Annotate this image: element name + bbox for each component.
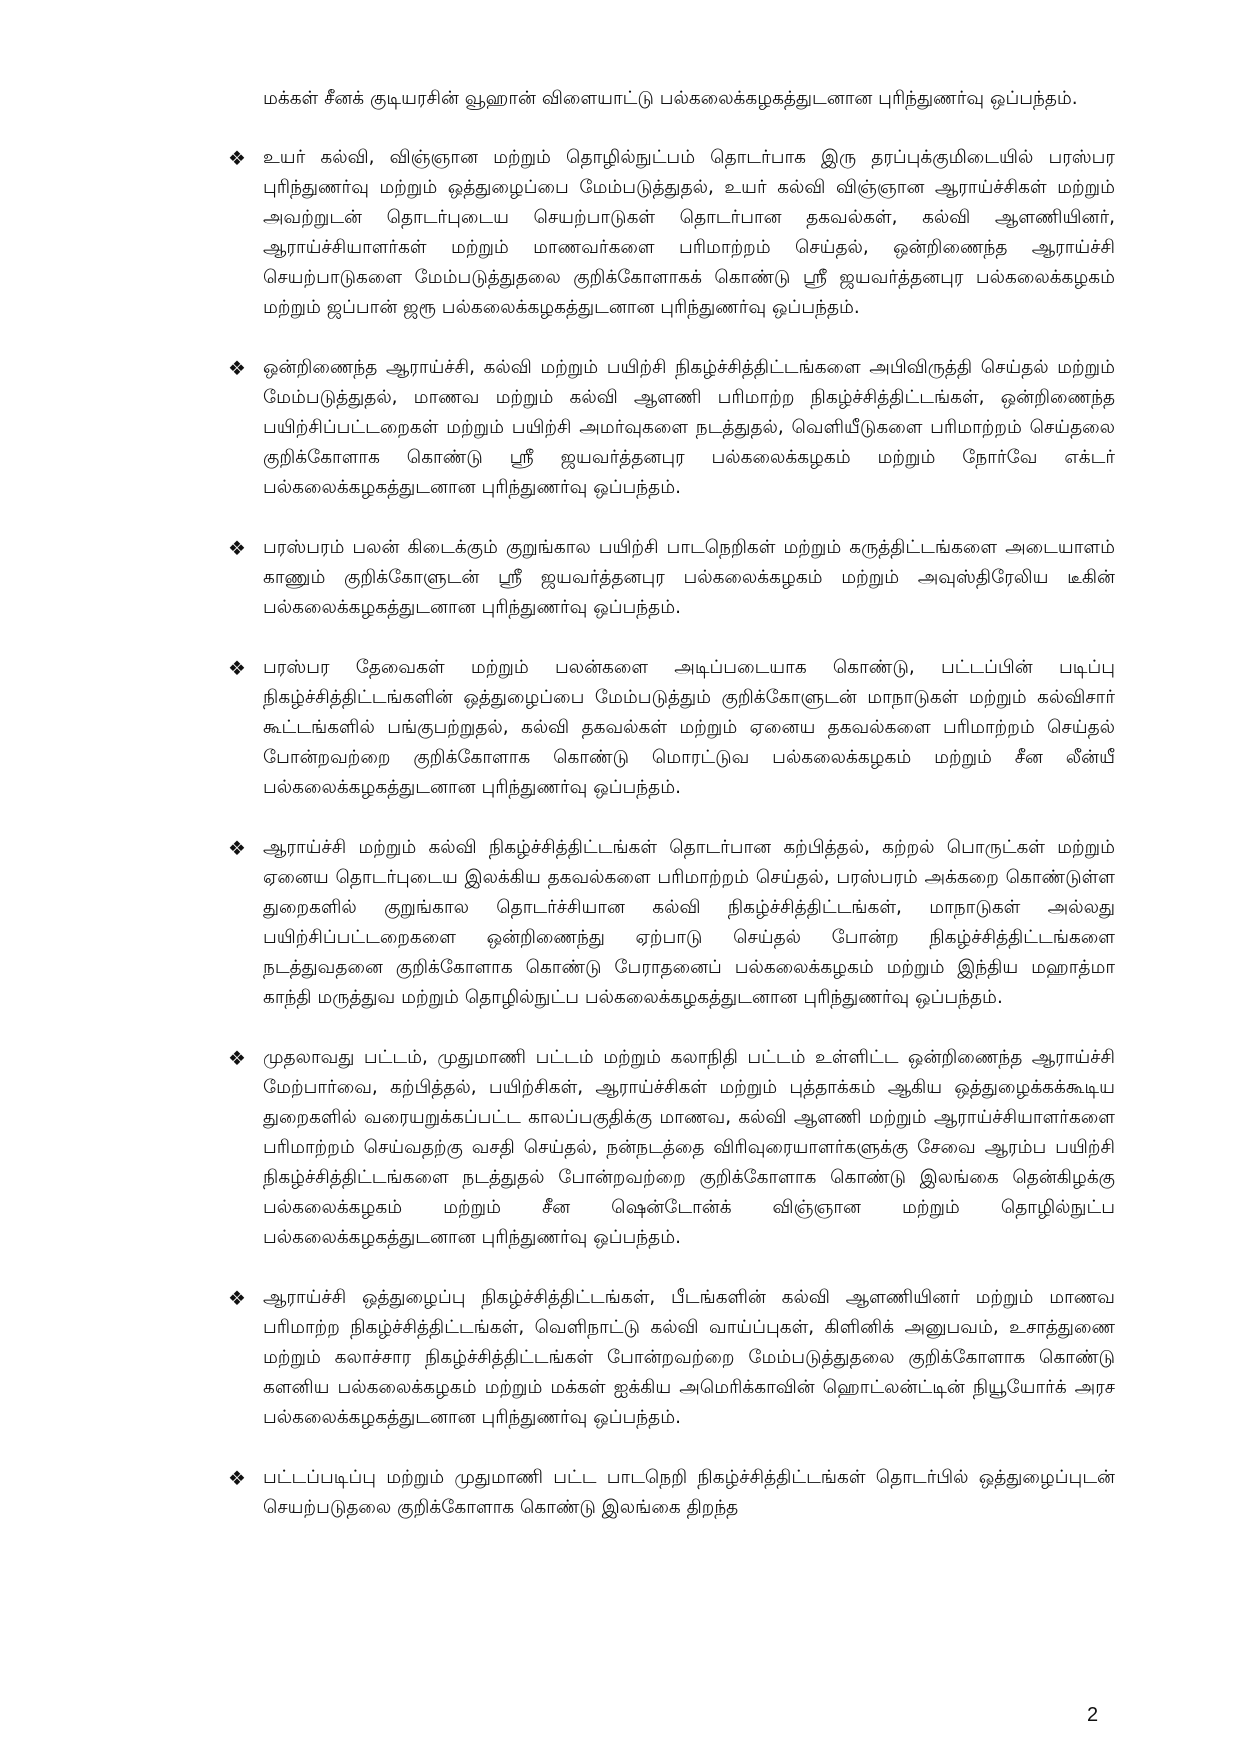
list-item-text: உயர் கல்வி, விஞ்ஞான மற்றும் தொழில்நுட்பம் தொடர்பாக இரு தரப்புக்குமிடையில் பரஸ்பர புரிந்துணர்வு மற்றும் ஒத்துழைப்பை மேம்படுத்துதல், உயர் கல்வி விஞ்ஞான ஆராய்ச்சிகள் மற்றும் அவற்றுடன் தொடர்புடைய செயற்பாடுகள் தொடர்பான தகவல்கள், கல்வி ஆளணியினர், ஆராய்ச்சியாளர்கள் மற்றும் மாணவர்களை பரிமாற்றம் செய்தல், ஒன்றிணைந்த ஆராய்ச்சி செயற்பாடுகளை மேம்படுத்துதலை குறிக்கோளாகக் கொண்டு ஸ்ரீ ஜயவர்த்தனபுர பல்கலைக்கழகம் மற்றும் ஜப்பான் ஜரூ பல்கலைக்கழகத்துடனான புரிந்துணர்வு ஒப்பந்தம். — [263, 147, 1115, 318]
list-item-text: ஒன்றிணைந்த ஆராய்ச்சி, கல்வி மற்றும் பயிற்சி நிகழ்ச்சித்திட்டங்களை அபிவிருத்தி செய்தல் மற்றும் மேம்படுத்துதல், மாணவ மற்றும் கல்வி ஆளணி பரிமாற்ற நிகழ்ச்சித்திட்டங்கள், ஒன்றிணைந்த பயிற்சிப்பட்டறைகள் மற்றும் பயிற்சி அமர்வுகளை நடத்துதல், வெளியீடுகளை பரிமாற்றம் செய்தலை குறிக்கோளாக கொண்டு ஸ்ரீ ஜயவர்த்தனபுர பல்கலைக்கழகம் மற்றும் நோர்வே எக்டர் பல்கலைக்கழகத்துடனான புரிந்துணர்வு ஒப்பந்தம். — [263, 357, 1115, 498]
diamond-bullet-icon: ❖ — [228, 1286, 246, 1310]
diamond-bullet-icon: ❖ — [228, 656, 246, 680]
diamond-bullet-icon: ❖ — [228, 1466, 246, 1490]
diamond-bullet-icon: ❖ — [228, 536, 246, 560]
list-item — [228, 533, 1115, 623]
list-item-text: ஆராய்ச்சி ஒத்துழைப்பு நிகழ்ச்சித்திட்டங்கள், பீடங்களின் கல்வி ஆளணியினர் மற்றும் மாணவ பரிமாற்ற நிகழ்ச்சித்திட்டங்கள், வெளிநாட்டு கல்வி வாய்ப்புகள், கிளினிக் அனுபவம், உசாத்துணை மற்றும் கலாச்சார நிகழ்ச்சித்திட்டங்கள் போன்றவற்றை மேம்படுத்துதலை குறிக்கோளாக கொண்டு களனிய பல்கலைக்கழகம் மற்றும் மக்கள் ஐக்கிய அமெரிக்காவின் ஹொட்லன்ட்டின் நியூயோர்க் அரச பல்கலைக்கழகத்துடனான புரிந்துணர்வு ஒப்பந்தம். — [263, 1287, 1115, 1428]
list-item — [228, 1283, 1115, 1433]
list-item-text: பரஸ்பர தேவைகள் மற்றும் பலன்களை அடிப்படையாக கொண்டு, பட்டப்பின் படிப்பு நிகழ்ச்சித்திட்டங்களின் ஒத்துழைப்பை மேம்படுத்தும் குறிக்கோளுடன் மாநாடுகள் மற்றும் கல்விசார் கூட்டங்களில் பங்குபற்றுதல், கல்வி தகவல்கள் மற்றும் ஏனைய தகவல்களை பரிமாற்றம் செய்தல் போன்றவற்றை குறிக்கோளாக கொண்டு மொரட்டுவ பல்கலைக்கழகம் மற்றும் சீன லீன்யீ பல்கலைக்கழகத்துடனான புரிந்துணர்வு ஒப்பந்தம். — [263, 657, 1115, 798]
lead-paragraph: மக்கள் சீனக் குடியரசின் வூஹான் விளையாட்டு பல்கலைக்கழகத்துடனான புரிந்துணர்வு ஒப்பந்தம். — [263, 88, 1078, 109]
diamond-bullet-icon: ❖ — [228, 836, 246, 860]
page-number: 2 — [1087, 1704, 1099, 1726]
list-item — [228, 143, 1115, 323]
list-item — [228, 353, 1115, 503]
list-item-text: முதலாவது பட்டம், முதுமாணி பட்டம் மற்றும் கலாநிதி பட்டம் உள்ளிட்ட ஒன்றிணைந்த ஆராய்ச்சி மேற்பார்வை, கற்பித்தல், பயிற்சிகள், ஆராய்ச்சிகள் மற்றும் புத்தாக்கம் ஆகிய ஒத்துழைக்கக்கூடிய துறைகளில் வரையறுக்கப்பட்ட காலப்பகுதிக்கு மாணவ, கல்வி ஆளணி மற்றும் ஆராய்ச்சியாளர்களை பரிமாற்றம் செய்வதற்கு வசதி செய்தல், நன்நடத்தை விரிவுரையாளர்களுக்கு சேவை ஆரம்ப பயிற்சி நிகழ்ச்சித்திட்டங்களை நடத்துதல் போன்றவற்றை குறிக்கோளாக கொண்டு இலங்கை தென்கிழக்கு பல்கலைக்கழகம் மற்றும் சீன ஷென்டோன்க் விஞ்ஞான மற்றும் தொழில்நுட்ப பல்கலைக்கழகத்துடனான புரிந்துணர்வு ஒப்பந்தம். — [263, 1047, 1116, 1248]
diamond-bullet-icon: ❖ — [228, 1046, 246, 1070]
list-item-text: ஆராய்ச்சி மற்றும் கல்வி நிகழ்ச்சித்திட்டங்கள் தொடர்பான கற்பித்தல், கற்றல் பொருட்கள் மற்றும் ஏனைய தொடர்புடைய இலக்கிய தகவல்களை பரிமாற்றம் செய்தல், பரஸ்பரம் அக்கறை கொண்டுள்ள துறைகளில் குறுங்கால தொடர்ச்சியான கல்வி நிகழ்ச்சித்திட்டங்கள், மாநாடுகள் அல்லது பயிற்சிப்பட்டறைகளை ஒன்றிணைந்து ஏற்பாடு செய்தல் போன்ற நிகழ்ச்சித்திட்டங்களை நடத்துவதனை குறிக்கோளாக கொண்டு பேராதனைப் பல்கலைக்கழகம் மற்றும் இந்திய மஹாத்மா காந்தி மருத்துவ மற்றும் தொழில்நுட்ப பல்கலைக்கழகத்துடனான புரிந்துணர்வு ஒப்பந்தம். — [263, 837, 1115, 1008]
list-item — [228, 1463, 1115, 1523]
diamond-bullet-icon: ❖ — [228, 146, 246, 170]
list-item — [228, 833, 1115, 1013]
document-body — [228, 84, 1116, 1553]
list-item — [228, 1043, 1115, 1253]
list-item — [228, 653, 1115, 803]
list-item-text: பரஸ்பரம் பலன் கிடைக்கும் குறுங்கால பயிற்சி பாடநெறிகள் மற்றும் கருத்திட்டங்களை அடையாளம் காணும் குறிக்கோளுடன் ஸ்ரீ ஜயவர்த்தனபுர பல்கலைக்கழகம் மற்றும் அவுஸ்திரேலிய டீகின் பல்கலைக்கழகத்துடனான புரிந்துணர்வு ஒப்பந்தம். — [263, 537, 1115, 618]
list-item-text: பட்டப்படிப்பு மற்றும் முதுமாணி பட்ட பாடநெறி நிகழ்ச்சித்திட்டங்கள் தொடர்பில் ஒத்துழைப்புடன் செயற்படுதலை குறிக்கோளாக கொண்டு இலங்கை திறந்த — [263, 1467, 1115, 1518]
diamond-bullet-icon: ❖ — [228, 356, 246, 380]
